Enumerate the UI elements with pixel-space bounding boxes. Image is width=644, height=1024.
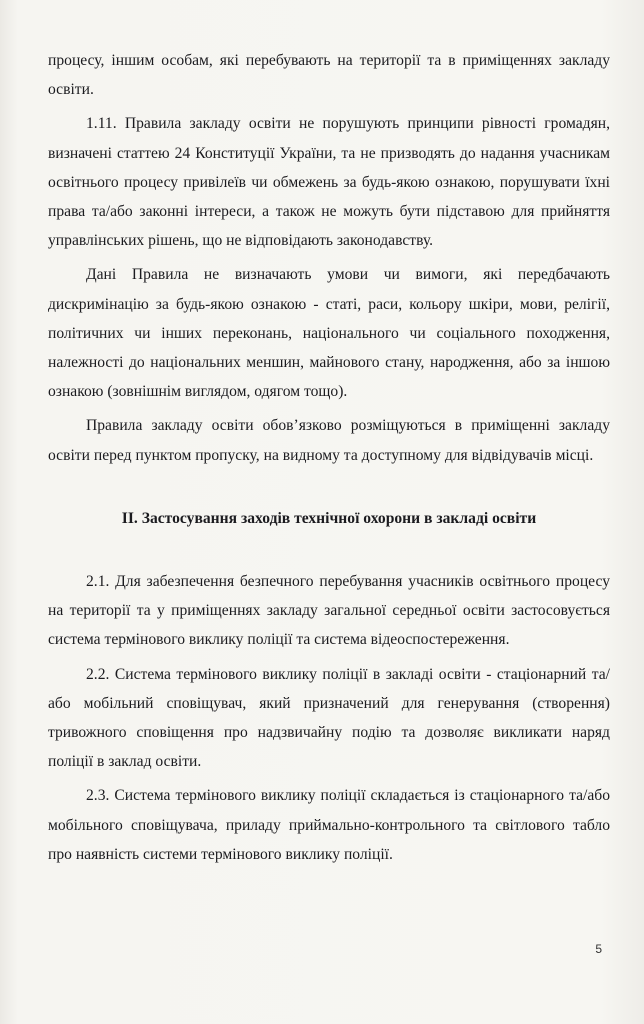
paragraph-non-discrimination: Дані Правила не визначають умови чи вимоги, які передбачають дискримінацію за будь-якою ознакою - статі, раси, кольору шкіри, мови, релігії, політичних чи інших переконань, національного чи соціального походження, належності до національних меншин, майнового стану, народження, або за іншою ознакою (зовнішнім виглядом, одягом тощо). [48,266,610,401]
paragraph-2-2: 2.2. Система термінового виклику поліції в закладі освіти - стаціонарний та/або мобільний сповіщувач, який призначений для генерування (створення) тривожного сповіщення про надзвичайну подію та дозволяє викликати наряд поліції в заклад освіти. [48,665,610,771]
paragraph-1-11: 1.11. Правила закладу освіти не порушують принципи рівності громадян, визначені статтею 24 Конституції України, та не призводять до надання учасникам освітнього процесу привілеїв чи обмежень за будь-якою ознакою, порушувати їхні права та/або законні інтереси, а також не можуть бути підставою для прийняття управлінських рішень, що не відповідають законодавству. [48,115,610,250]
paragraph-2-3: 2.3. Система термінового виклику поліції складається із стаціонарного та/або мобільного сповіщувача, приладу приймально-контрольного та світлового табло про наявність системи термінового виклику поліції. [48,787,610,863]
page-number: 5 [595,942,602,956]
document-body [48,46,610,869]
paragraph-2-1: 2.1. Для забезпечення безпечного перебування учасників освітнього процесу на території та у приміщеннях закладу загальної середньої освіти застосовується система термінового виклику поліції та система відеоспостереження. [48,573,610,649]
section-heading: ІІ. Застосування заходів технічної охорони в закладі освіти [121,509,537,527]
paragraph-continuation: процесу, іншим особам, які перебувають на території та в приміщеннях закладу освіти. [48,52,610,99]
paragraph-placement: Правила закладу освіти обов’язково розміщуються в приміщенні закладу освіти перед пунктом пропуску, на видному та доступному для відвідувачів місці. [48,417,610,464]
